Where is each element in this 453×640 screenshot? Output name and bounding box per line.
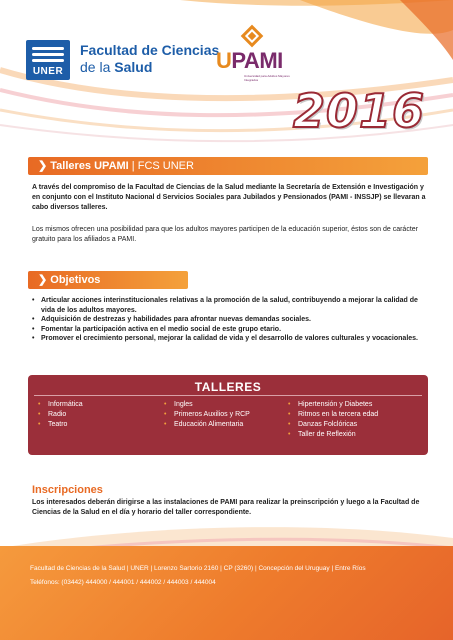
upami-logo-subtitle: Universidad para Adultos Mayores Integrados xyxy=(244,74,290,82)
section-title-separator: | xyxy=(128,160,138,172)
year-title: 2016 xyxy=(292,84,425,138)
uner-logo-text: UNER xyxy=(32,66,64,77)
section-title-bold: Talleres UPAMI xyxy=(50,160,129,172)
footer-address: Facultad de Ciencias de la Salud | UNER | Lorenzo Sartorio 2160 | CP (3260) | Concepción del Uruguay | Entre Ríos xyxy=(30,565,366,572)
section-title-light: FCS UNER xyxy=(137,160,194,172)
faculty-name-line2-bold: Salud xyxy=(114,59,153,75)
faculty-name-line2-prefix: de la xyxy=(80,59,115,75)
second-paragraph: Los mismos ofrecen una posibilidad para que los adultos mayores participen de la educación superior, éstos son de carácter gratuito para los afiliados a PAMI. xyxy=(32,226,418,243)
chevron-right-icon: ❯ xyxy=(38,160,51,172)
list-item: • Informática xyxy=(38,400,83,410)
talleres-title: TALLERES xyxy=(194,380,262,394)
talleres-column-3 xyxy=(288,400,378,440)
chevron-right-icon: ❯ xyxy=(38,274,51,286)
section-title: Objetivos xyxy=(50,274,101,286)
list-item: • Primeros Auxilios y RCP xyxy=(164,410,250,420)
inscripciones-title: Inscripciones xyxy=(32,484,103,496)
intro-paragraph: A través del compromiso de la Facultad de Ciencias de la Salud mediante la Secretaría de Extensión e Investigación y en conjunto con el Instituto Nacional d Servicios Sociales para Jubilados y Pensionados (PAMI - INSSJP) se llevaran a cabo diversos talleres. xyxy=(32,184,426,211)
faculty-name-line1: Facultad de Ciencias xyxy=(80,42,220,58)
list-item: • Danzas Folclóricas xyxy=(288,420,378,430)
objetivos-list xyxy=(32,296,432,344)
inscripciones-text: Los interesados deberán dirigirse a las instalaciones de PAMI para realizar la preinscripción y luego a la Facultad de Ciencias de la Salud en el día y horario del taller correspondiente. xyxy=(32,499,420,516)
upami-logo-rest: PAMI xyxy=(231,48,283,73)
list-item: • Hipertensión y Diabetes xyxy=(288,400,378,410)
divider xyxy=(34,395,422,396)
list-item: • Articular acciones interinstitucionales relativas a la promoción de la salud, contribuyendo a mejorar la calidad de vida de los adultos mayores. xyxy=(32,296,432,315)
upami-diamond-icon xyxy=(241,25,264,48)
footer xyxy=(0,546,453,640)
upami-logo-u: U xyxy=(216,48,232,73)
footer-phones: Teléfonos: (03442) 444000 / 444001 / 444002 / 444003 / 444004 xyxy=(30,579,216,586)
talleres-box xyxy=(28,375,428,455)
list-item: • Ritmos en la tercera edad xyxy=(288,410,378,420)
section-header-objetivos xyxy=(28,271,188,289)
section-header-talleres xyxy=(28,157,428,175)
list-item: • Promover el crecimiento personal, mejorar la calidad de vida y el desarrollo de valores culturales y vocacionales. xyxy=(32,334,432,344)
faculty-name xyxy=(80,42,219,76)
upami-logo xyxy=(216,28,306,88)
list-item: • Teatro xyxy=(38,420,83,430)
list-item: • Fomentar la participación activa en el medio social de este grupo etario. xyxy=(32,325,432,335)
list-item: • Educación Alimentaria xyxy=(164,420,250,430)
header xyxy=(26,28,433,88)
talleres-column-2 xyxy=(164,400,250,430)
list-item: • Taller de Reflexión xyxy=(288,430,378,440)
list-item: • Ingles xyxy=(164,400,250,410)
talleres-column-1 xyxy=(38,400,83,430)
uner-logo xyxy=(26,40,70,80)
list-item: • Adquisición de destrezas y habilidades para afrontar nuevas demandas sociales. xyxy=(32,315,432,325)
list-item: • Radio xyxy=(38,410,83,420)
